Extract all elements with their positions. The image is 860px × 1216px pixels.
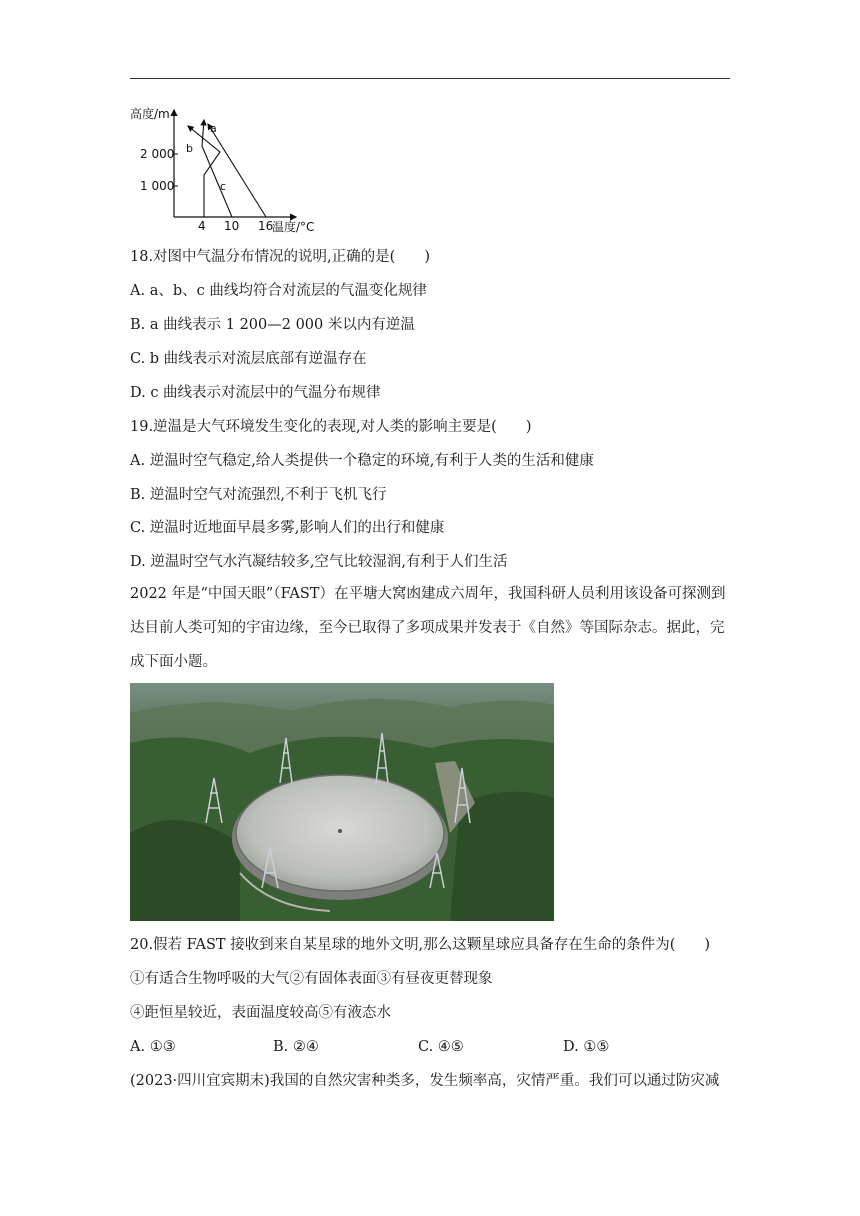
q19-option-a: A. 逆温时空气稳定,给人类提供一个稳定的环境,有利于人类的生活和健康 [130, 453, 594, 469]
q19-option-b: B. 逆温时空气对流强烈,不利于飞机飞行 [130, 487, 387, 503]
q18-stem: 18.对图中气温分布情况的说明,正确的是( ) [130, 249, 430, 265]
next-question-intro: (2023·四川宜宾期末)我国的自然灾害种类多，发生频率高，灾情严重。我们可以通过防灾减 [130, 1073, 720, 1089]
q20-stem: 20.假若 FAST 接收到来自某星球的地外文明,那么这颗星球应具备存在生命的条件为( ) [130, 937, 711, 953]
x-tick-10: 10 [224, 219, 240, 233]
q20-choice-b: B. ②④ [273, 1039, 319, 1055]
header-rule [130, 78, 730, 79]
q19-option-d: D. 逆温时空气水汽凝结较多,空气比较湿润,有利于人们生活 [130, 554, 508, 570]
y-tick-1000: 1 000 [140, 179, 175, 193]
x-tick-4: 4 [198, 219, 206, 233]
curve-b-label: b [186, 142, 193, 155]
curve-c [208, 124, 266, 217]
curve-a-label: a [210, 122, 217, 135]
q18-option-a: A. a、b、c 曲线均符合对流层的气温变化规律 [130, 283, 427, 299]
q19-stem: 19.逆温是大气环境发生变化的表现,对人类的影响主要是( ) [130, 419, 532, 435]
q20-conditions-line2: ④距恒星较近，表面温度较高⑤有液态水 [130, 1005, 391, 1021]
q20-choice-a: A. ①③ [130, 1039, 176, 1055]
curve-b [188, 126, 220, 217]
q20-conditions-line1: ①有适合生物呼吸的大气②有固体表面③有昼夜更替现象 [130, 971, 493, 987]
curve-a [202, 120, 232, 217]
x-axis-label: 温度/°C [272, 220, 315, 234]
q20-choice-d: D. ①⑤ [563, 1039, 610, 1055]
fast-passage: 2022 年是“中国天眼”（FAST）在平塘大窝凼建成六周年，我国科研人员利用该设备可探测到达目前人类可知的宇宙边缘，至今已取得了多项成果并发表于《自然》等国际杂志。据此，完成下面小题。 [130, 586, 726, 670]
q18-option-d: D. c 曲线表示对流层中的气温分布规律 [130, 385, 381, 401]
temperature-height-diagram [126, 100, 340, 240]
curve-c-label: c [220, 180, 227, 193]
q18-option-b: B. a 曲线表示 1 200—2 000 米以内有逆温 [130, 317, 415, 333]
y-tick-2000: 2 000 [140, 147, 175, 161]
fast-telescope-photo [130, 683, 554, 921]
q20-choice-c: C. ④⑤ [418, 1039, 464, 1055]
q18-option-c: C. b 曲线表示对流层底部有逆温存在 [130, 351, 367, 367]
y-axis-label: 高度/m [130, 107, 170, 121]
x-tick-16: 16 [258, 219, 274, 233]
q19-option-c: C. 逆温时近地面早晨多雾,影响人们的出行和健康 [130, 520, 445, 536]
